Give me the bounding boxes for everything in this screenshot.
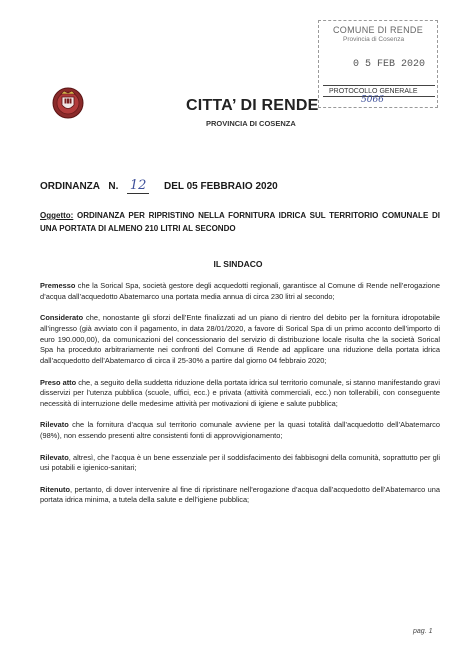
paragraph	[40, 485, 440, 507]
paragraph-keyword: Premesso	[40, 281, 76, 290]
oggetto-label: Oggetto:	[40, 211, 74, 220]
paragraph-text: che, a seguito della suddetta riduzione della portata idrica sul territorio comunale, si stanno manifestando gravi disservizi per l’utenza pubblica (scuole, uffici, ecc.) e privata (attività commerciali, ecc.) non tollerabili, con conseguente necessità di interruzione delle medesime attività per motivazioni di igiene e salute pubblica;	[40, 377, 440, 409]
paragraph-keyword: Ritenuto	[40, 484, 70, 494]
paragraph	[40, 420, 440, 442]
stamp-protocol-number: 5066	[361, 95, 384, 105]
paragraph-text: , pertanto, di dover intervenire al fine di ripristinare nell’erogazione d’acqua dall’acquedotto dell’Abatemarco una portata idrica minima, a tutela della salute e dell’igiene pubblica;	[40, 484, 440, 505]
paragraph	[40, 453, 440, 475]
protocol-stamp	[318, 20, 438, 108]
paragraph	[40, 313, 440, 367]
body-paragraphs	[40, 281, 440, 517]
stamp-protocollo: PROTOCOLLO GENERALE	[323, 85, 435, 97]
ordinanza-date: DEL 05 FEBBRAIO 2020	[163, 181, 278, 192]
oggetto-block	[40, 209, 440, 235]
stamp-date: 0 5 FEB 2020	[353, 59, 426, 70]
stamp-comune: COMUNE DI RENDE	[333, 25, 424, 35]
page-title: CITTA’ DI RENDE	[186, 97, 319, 114]
ordinanza-n-label: N.	[108, 181, 119, 192]
ordinanza-line	[40, 178, 440, 194]
stamp-provincia: Provincia di Cosenza	[343, 36, 405, 43]
paragraph-text: , altresì, che l’acqua è un bene essenziale per il soddisfacimento dei fabbisogni della comunità, soprattutto per gli usi potabili e igienico-sanitari;	[40, 452, 440, 473]
oggetto-text: ORDINANZA PER RIPRISTINO NELLA FORNITURA IDRICA SUL TERRITORIO COMUNALE DI UNA PORTATA DI ALMENO 210 LITRI AL SECONDO	[40, 211, 440, 233]
paragraph-text: che, nonostante gli sforzi dell’Ente finalizzati ad un piano di rientro del debito per la fornitura idropotabile all’ingresso (già avviato con il pagamento, in data 28/01/2020, a favore di Sorical Spa di un primo acconto dell’importo di euro 190.000,00), da comunicazioni del concessionario del servizio di distribuzione locale risulta che la società Sorical Spa ha proceduto arbitrariamente nei confronti del Comune di Rende ad applicare una riduzione della portata idrica dall’acquedotto dell’Abatemarco di circa il 25-30% a partire dal giorno 04 febbraio 2020;	[40, 313, 440, 366]
paragraph-text: che la Sorical Spa, società gestore degli acquedotti regionali, garantisce al Comune di Rende nell’erogazione d’acqua dall’acquedotto Abatemarco una portata media annua di circa 230 litri al secondo;	[40, 281, 440, 301]
paragraph-text: che la fornitura d’acqua sul territorio comunale avviene per la quasi totalità dall’acquedotto dell’Abatemarco (98%), non essendo presenti altre consistenti fonti di approvvigionamento;	[40, 420, 440, 441]
paragraph	[40, 281, 440, 303]
ordinanza-number: 12	[127, 178, 149, 194]
page-number: pag. 1	[413, 628, 433, 635]
paragraph-keyword: Considerato	[40, 313, 84, 323]
paragraph-keyword: Rilevato	[40, 420, 69, 430]
section-heading: IL SINDACO	[213, 259, 263, 269]
ordinanza-label: ORDINANZA	[40, 181, 100, 192]
page-subtitle: PROVINCIA DI COSENZA	[206, 119, 296, 128]
coat-of-arms-icon	[52, 87, 84, 119]
paragraph-keyword: Preso atto	[40, 377, 77, 387]
paragraph	[40, 378, 440, 410]
paragraph-keyword: Rilevato	[40, 452, 69, 462]
